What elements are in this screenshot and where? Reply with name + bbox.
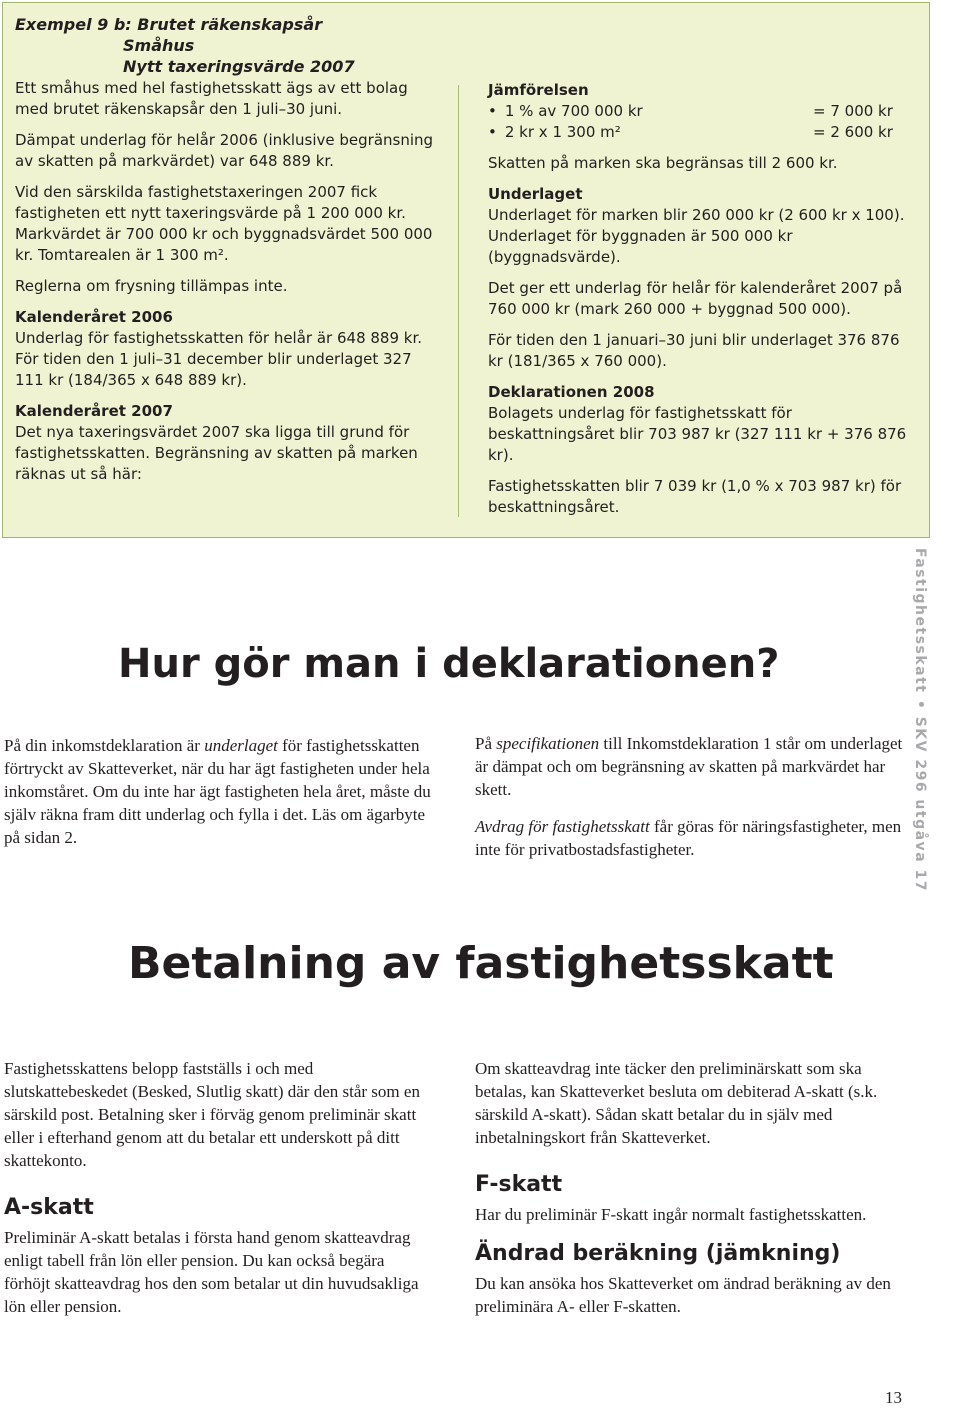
text-kalenderaret-2007: Det nya taxeringsvärdet 2007 ska ligga till grund för fastighetsskatten. Begränsning av skatten på marken räknas ut så här: [15, 423, 418, 483]
text-run: På [475, 734, 497, 753]
example-left-column [15, 78, 440, 495]
comparison-row-1 [488, 101, 908, 122]
heading-jamkning: Ändrad beräkning (jämkning) [475, 1241, 841, 1266]
text-run: På din inkomstdeklaration är [4, 736, 205, 755]
section1-right-column [475, 732, 915, 875]
example-title-line-3: Nytt taxeringsvärde 2007 [123, 57, 355, 76]
f-skatt-paragraph: Har du preliminär F-skatt ingår normalt fastighetsskatten. [475, 1205, 867, 1224]
box-column-divider [458, 85, 459, 517]
comparison-2-left: • 2 kr x 1 300 m² [488, 122, 621, 143]
emphasis-avdrag: Avdrag för fastighetsskatt [475, 817, 650, 836]
heading-kalenderaret-2006: Kalenderåret 2006 [15, 308, 173, 326]
text-run: till Inkomstdeklaration 1 står om underlaget är dämpat och om begränsning av skatten på markvärdet har skett. [475, 734, 903, 799]
section1-right-paragraph-1 [475, 732, 915, 801]
comparison-note: Skatten på marken ska begränsas till 2 600 kr. [488, 154, 838, 172]
example-frysning: Reglerna om frysning tillämpas inte. [15, 277, 288, 295]
debiterad-a-skatt-paragraph: Om skatteavdrag inte täcker den preliminärskatt som ska betalas, kan Skatteverket besluta om debiterad A-skatt (s.k. särskild A-skatt). Sådan skatt betalar du in själv med inbetalningskort från Skatteverket. [475, 1059, 878, 1147]
underlaget-text-2: Det ger ett underlag för helår för kalenderåret 2007 på 760 000 kr (mark 260 000 + byggnad 500 000). [488, 279, 903, 318]
heading-a-skatt: A-skatt [4, 1195, 94, 1220]
text-run: får göras för näringsfastigheter, men inte för privatbostadsfastigheter. [475, 817, 902, 859]
comparison-2-right: = 2 600 kr [813, 123, 893, 141]
underlaget-text-3: För tiden den 1 januari–30 juni blir underlaget 376 876 kr (181/365 x 760 000). [488, 331, 900, 370]
heading-jamforelsen: Jämförelsen [488, 81, 589, 99]
emphasis-underlaget: underlaget [204, 736, 278, 755]
section1-left-paragraph [4, 734, 432, 849]
section2-right-column [475, 1057, 915, 1332]
example-taxering: Vid den särskilda fastighetstaxeringen 2007 fick fastigheten ett nytt taxeringsvärde på 1 200 000 kr. Markvärdet är 700 000 kr och byggnadsvärdet 500 000 kr. Tomtarealen är 1 300 m². [15, 183, 433, 264]
comparison-1-left: • 1 % av 700 000 kr [488, 101, 643, 122]
example-title [15, 14, 435, 77]
heading-hur-gor-man: Hur gör man i deklarationen? [118, 641, 780, 687]
section1-right-paragraph-2 [475, 815, 915, 861]
heading-underlaget: Underlaget [488, 185, 583, 203]
side-running-header: Fastighetsskatt • SKV 296 utgåva 17 [912, 548, 928, 892]
page-number: 13 [885, 1388, 902, 1407]
emphasis-specifikationen: specifikationen [496, 734, 600, 753]
jamkning-paragraph: Du kan ansöka hos Skatteverket om ändrad beräkning av den preliminära A- eller F-skatten. [475, 1274, 891, 1316]
example-title-line-1: Exempel 9 b: Brutet räkenskapsår [15, 15, 323, 34]
heading-f-skatt: F-skatt [475, 1172, 563, 1197]
text-run: för fastighetsskatten förtryckt av Skatteverket, när du har ägt fastigheten under hela inkomståret. Om du inte har ägt fastigheten hela året, måste du själv räkna fram ditt underlag och fylla i det. Läs om ägarbyte på sidan 2. [4, 736, 431, 847]
example-intro: Ett småhus med hel fastighetsskatt ägs av ett bolag med brutet räkenskapsår den 1 juli–30 juni. [15, 79, 408, 118]
comparison-1-right: = 7 000 kr [813, 102, 893, 120]
example-title-line-2: Småhus [123, 36, 195, 55]
heading-kalenderaret-2007: Kalenderåret 2007 [15, 402, 173, 420]
comparison-row-2 [488, 122, 908, 143]
deklarationen-text-2: Fastighetsskatten blir 7 039 kr (1,0 % x 703 987 kr) för beskattningsåret. [488, 477, 902, 516]
section1-left-column [4, 734, 432, 863]
text-kalenderaret-2006: Underlag för fastighetsskatten för helår är 648 889 kr. För tiden den 1 juli–31 december blir underlaget 327 111 kr (184/365 x 648 889 kr). [15, 329, 423, 389]
a-skatt-paragraph: Preliminär A-skatt betalas i första hand genom skatteavdrag enligt tabell från lön eller pension. Du kan också begära förhöjt skatteavdrag hos den som betalar ut din huvudsakliga lön eller pension. [4, 1228, 419, 1316]
example-dampat-underlag: Dämpat underlag för helår 2006 (inklusive begränsning av skatten på markvärdet) var 648 889 kr. [15, 131, 434, 170]
deklarationen-text-1: Bolagets underlag för fastighetsskatt för beskattningsåret blir 703 987 kr (327 111 kr + 376 876 kr). [488, 404, 907, 464]
section2-left-column [4, 1057, 434, 1332]
underlaget-text-1: Underlaget för marken blir 260 000 kr (2 600 kr x 100). Underlaget för byggnaden är 500 000 kr (byggnadsvärde). [488, 206, 905, 266]
section2-intro-paragraph: Fastighetsskattens belopp fastställs i och med slutskattebeskedet (Besked, Slutlig skatt) där den står som en särskild post. Betalning sker i förväg genom preliminär skatt eller i efterhand genom att du betalar ett underskott på ditt skattekonto. [4, 1059, 420, 1170]
heading-betalning: Betalning av fastighetsskatt [128, 938, 834, 989]
heading-deklarationen-2008: Deklarationen 2008 [488, 383, 655, 401]
example-right-column [488, 80, 908, 528]
